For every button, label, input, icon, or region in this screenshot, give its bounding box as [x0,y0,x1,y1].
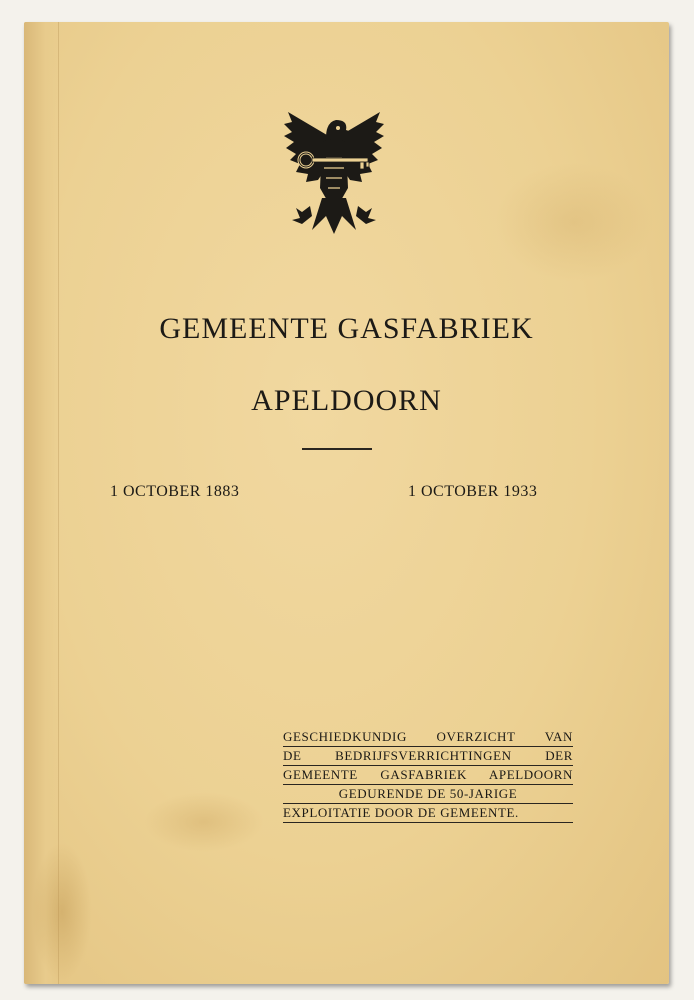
subtitle-line: GEMEENTE GASFABRIEK APELDOORN [283,766,573,785]
stain [32,842,92,982]
date-start: 1 OCTOBER 1883 [110,483,240,500]
date-end: 1 OCTOBER 1933 [408,483,538,500]
subtitle-block [283,728,573,823]
stain [494,162,654,282]
subtitle-line: DE BEDRIJFSVERRICHTINGEN DER [283,747,573,766]
eagle-with-key-icon [282,108,386,238]
booklet-cover [24,22,669,984]
title-divider [302,448,372,450]
spine-fold [58,22,59,984]
stain [144,792,264,852]
subtitle-line: EXPLOITATIE DOOR DE GEMEENTE. [283,804,573,823]
subtitle-line: GEDURENDE DE 50-JARIGE [283,785,573,804]
subtitle-line: GESCHIEDKUNDIG OVERZICHT VAN [283,728,573,747]
title-line-1: GEMEENTE GASFABRIEK [159,312,534,345]
title-line-2: APELDOORN [251,384,442,417]
cover-spine [24,22,60,984]
